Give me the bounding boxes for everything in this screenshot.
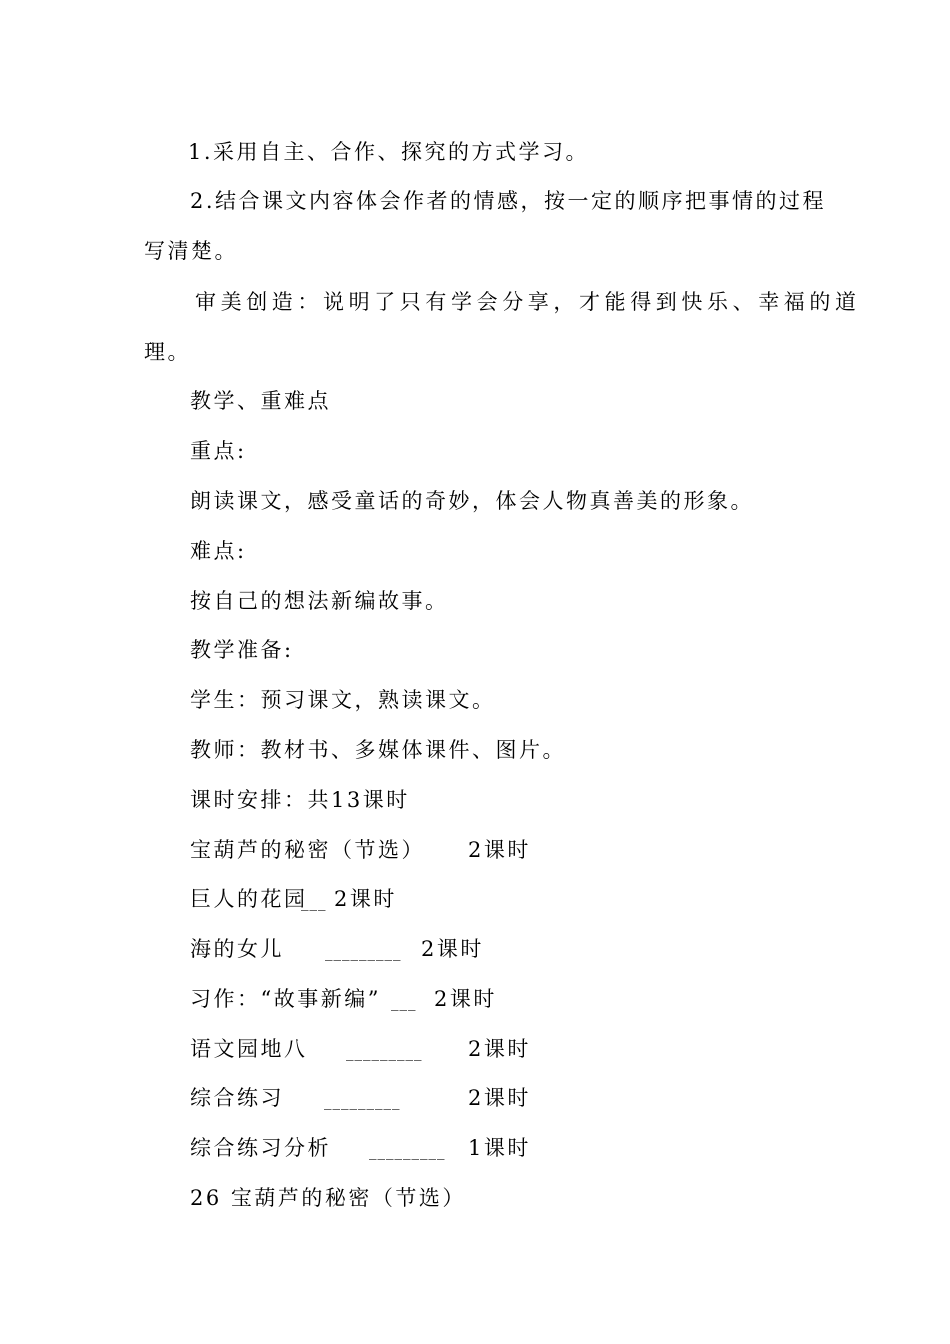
schedule-item-title: 巨人的花园 (190, 887, 308, 911)
schedule-item-hours: 2课时 (421, 937, 484, 961)
objective-item-2-line-2: 写清楚。 (144, 239, 238, 263)
schedule-item-hours: 2课时 (468, 1037, 531, 1061)
schedule-item-dashes: _________ (346, 1043, 423, 1061)
schedule-item-dashes: _________ (324, 1092, 401, 1110)
schedule-item-hours: 1课时 (468, 1136, 531, 1160)
schedule-item-dashes: ___ (391, 993, 417, 1011)
schedule-item-dashes: ___ (301, 893, 327, 911)
schedule-heading: 课时安排：共13课时 (190, 788, 410, 812)
schedule-item-title: 语文园地八 (190, 1037, 308, 1061)
preparation-students: 学生：预习课文，熟读课文。 (190, 688, 496, 712)
schedule-item-hours: 2课时 (334, 887, 397, 911)
schedule-item-title: 习作：“故事新编” (190, 987, 381, 1011)
preparation-teacher: 教师：教材书、多媒体课件、图片。 (190, 738, 566, 762)
schedule-item-dashes: _________ (369, 1142, 446, 1160)
objective-item-1: 1.采用自主、合作、探究的方式学习。 (188, 140, 590, 164)
lesson-title: 26 宝葫芦的秘密（节选） (190, 1186, 466, 1210)
objective-item-2-line-1: 2.结合课文内容体会作者的情感，按一定的顺序把事情的过程 (190, 189, 827, 213)
key-points-heading: 教学、重难点 (190, 389, 331, 413)
schedule-item-hours: 2课时 (434, 987, 497, 1011)
aesthetic-line-2: 理。 (144, 340, 191, 364)
schedule-item-hours: 2课时 (468, 838, 531, 862)
focus-text: 朗读课文，感受童话的奇妙，体会人物真善美的形象。 (190, 489, 754, 513)
difficulty-text: 按自己的想法新编故事。 (190, 589, 449, 613)
schedule-item-title: 宝葫芦的秘密（节选） (190, 838, 425, 862)
focus-label: 重点: (190, 439, 247, 463)
difficulty-label: 难点: (190, 539, 247, 563)
preparation-heading: 教学准备: (190, 638, 294, 662)
schedule-item-hours: 2课时 (468, 1086, 531, 1110)
schedule-item-dashes: _________ (325, 943, 402, 961)
aesthetic-line-1: 审美创造：说明了只有学会分享，才能得到快乐、幸福的道 (195, 290, 861, 314)
schedule-item-title: 综合练习 (190, 1086, 284, 1110)
schedule-item-title: 综合练习分析 (190, 1136, 331, 1160)
schedule-item-title: 海的女儿 (190, 937, 284, 961)
